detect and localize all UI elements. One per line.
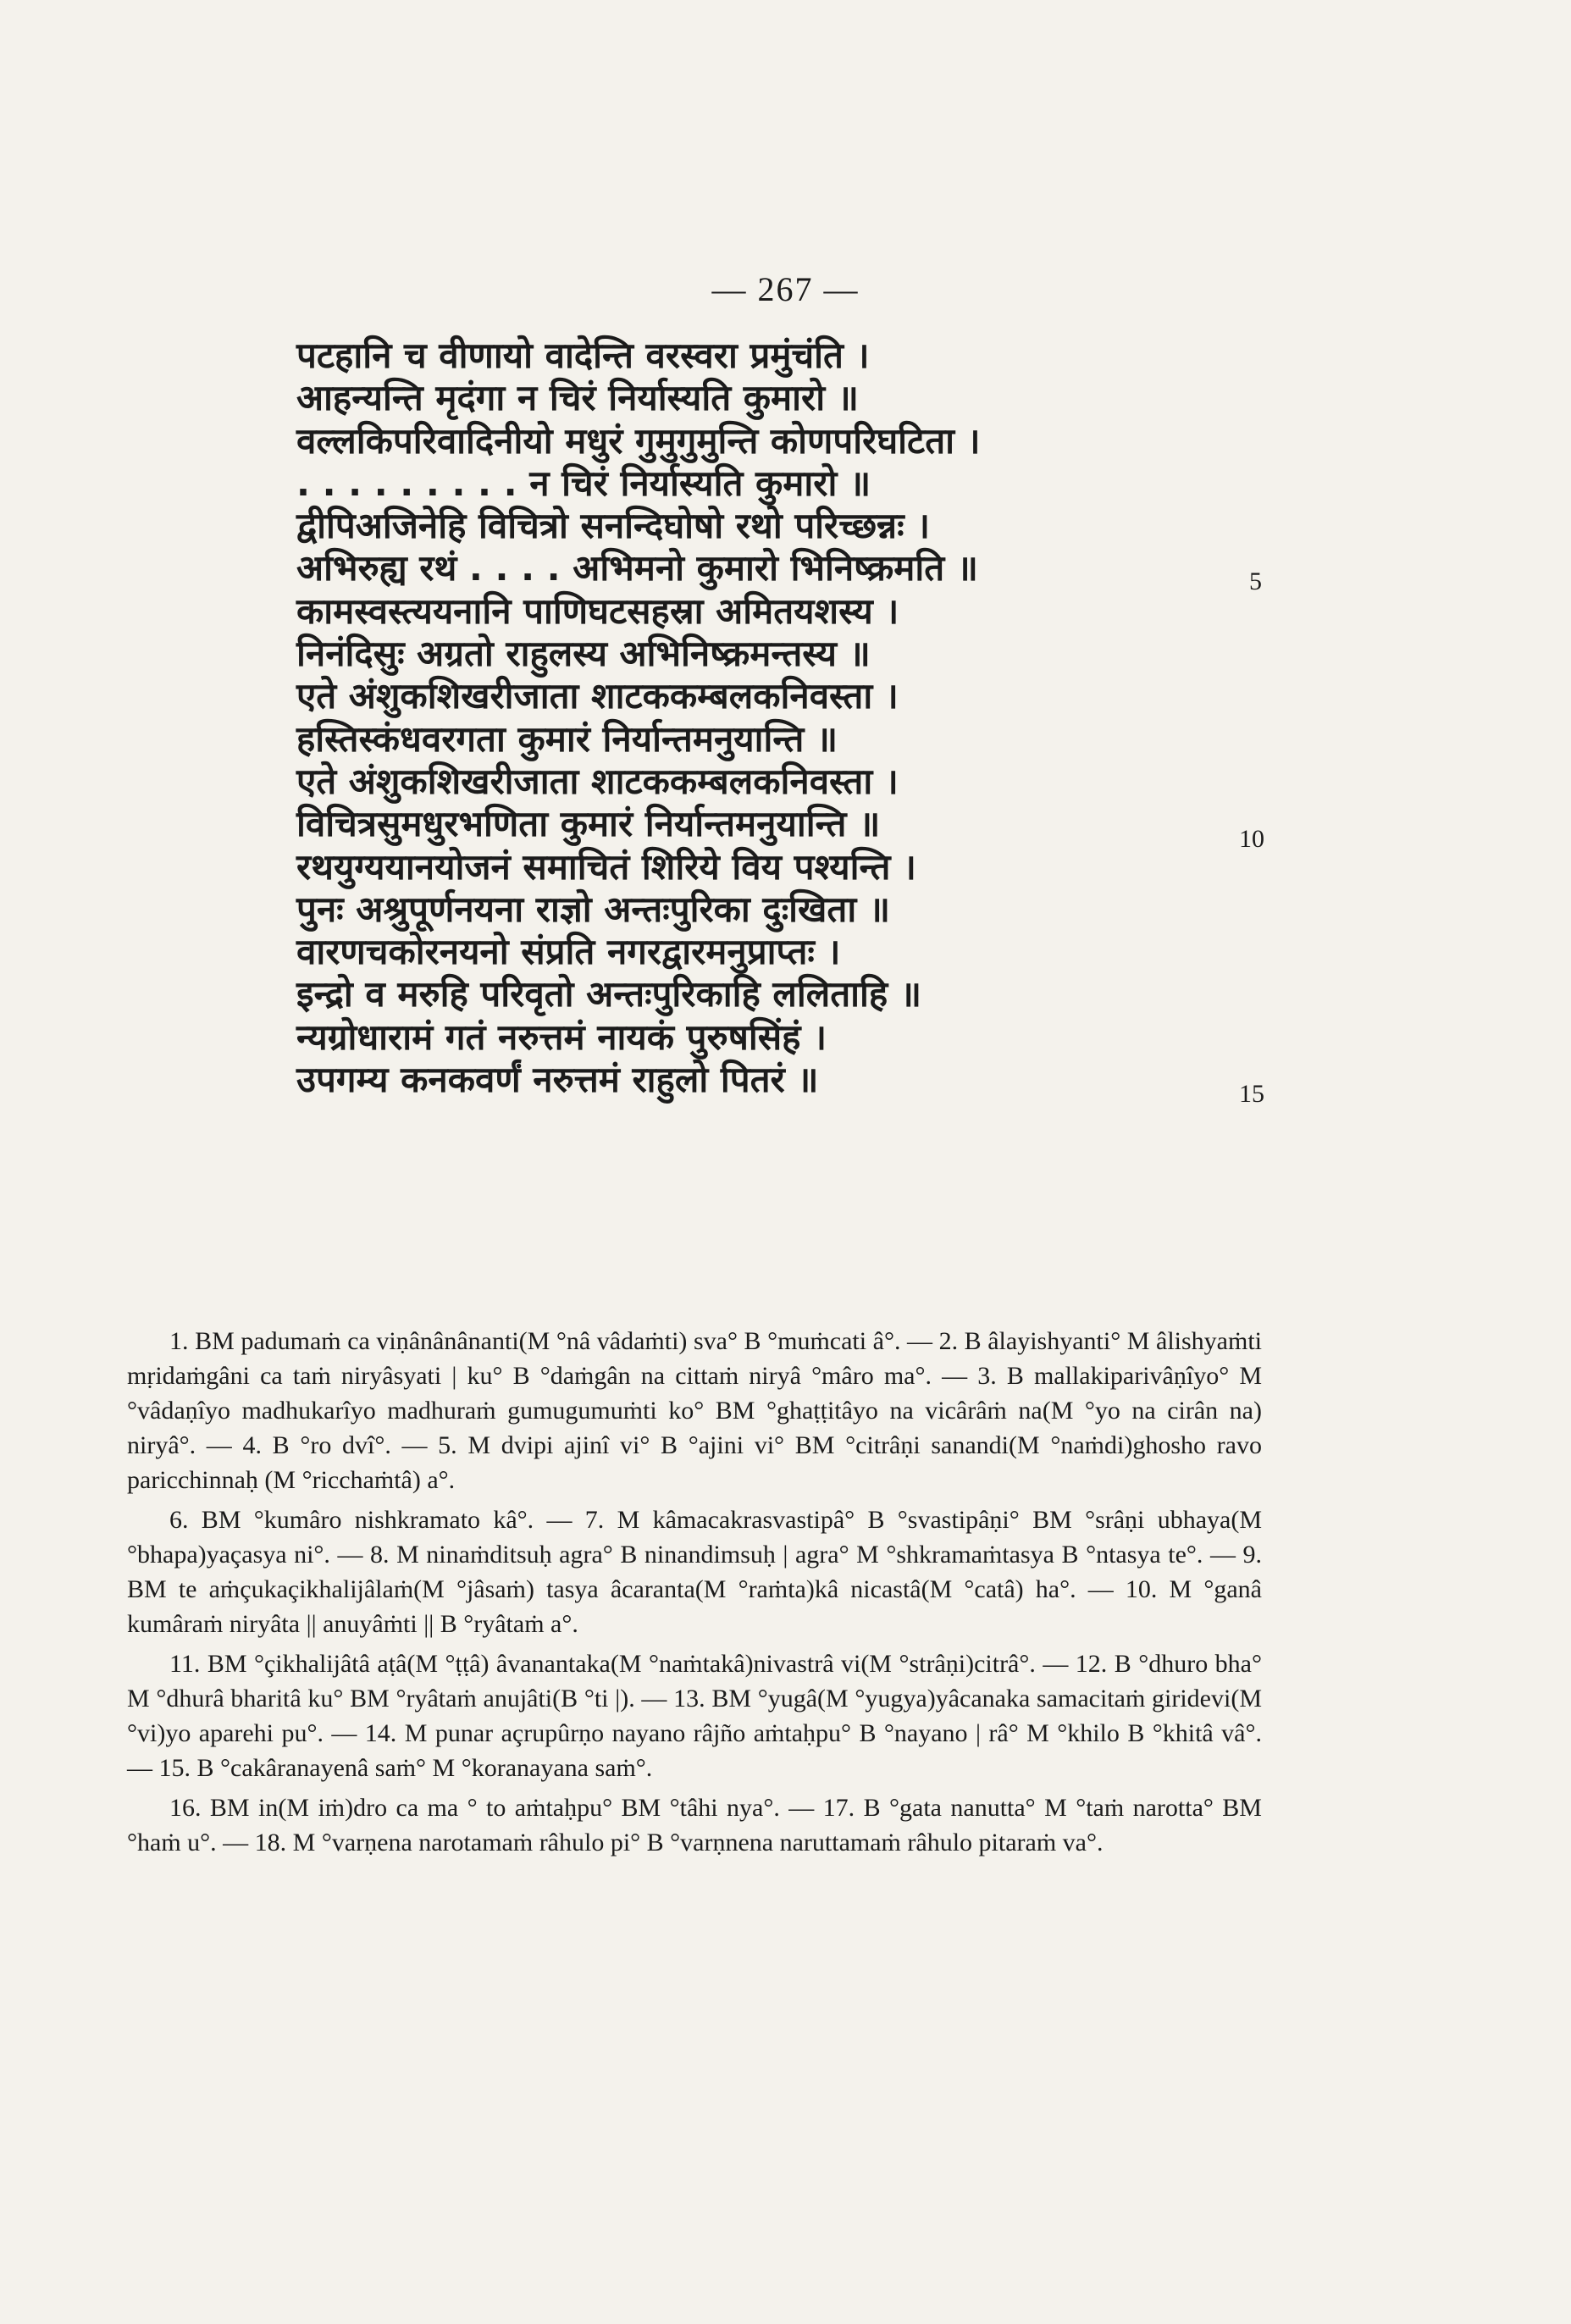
- verse-block: [296, 335, 1465, 1101]
- line-number-10: 10: [1239, 825, 1264, 853]
- verse-line: एते अंशुकशिखरीजाता शाटककम्बलकनिवस्ता ।: [296, 675, 899, 717]
- verse-line: द्वीपिअजिनेहि विचित्रो सनन्दिघोषो रथो परिच्छन्नः ।: [296, 505, 931, 547]
- page-number: — 267 —: [711, 270, 860, 308]
- footnote-paragraph: 11. BM °çikhalijâtâ aṭâ(M °ṭṭâ) âvanantaka(M °naṁtakâ)nivastrâ vi(M °strâṇi)citrâ°. — 12. B °dhuro bha° M °dhurâ bharitâ ku° BM °ryâtaṁ anujâti(B °ti |). — 13. BM °yugâ(M °yugya)yâcanaka samacitaṁ giridevi(M °vi)yo aparehi pu°. — 14. M punar açrupûrṇo nayano râjño aṁtaḥpu° B °nayano | râ° M °khilo B °khitâ vâ°. — 15. B °cakâranayenâ saṁ° M °koranayana saṁ°.: [127, 1650, 1262, 1782]
- verse-line: . . . . . . . . . न चिरं निर्यास्यति कुमारो ॥: [296, 462, 871, 504]
- verse-line: वल्लकिपरिवादिनीयो मधुरं गुमुगुमुन्ति कोणपरिघटिता ।: [296, 419, 981, 462]
- line-number-5: 5: [1249, 567, 1262, 595]
- verse-line: वारणचकोरनयनो संप्रति नगरद्वारमनुप्राप्तः ।: [296, 931, 841, 973]
- verse-line: अभिरुह्य रथं . . . . अभिमनो कुमारो भिनिष्क्रमति ॥: [296, 547, 978, 589]
- footnotes: [127, 1324, 1262, 1865]
- verse-line: आहन्यन्ति मृदंगा न चिरं निर्यास्यति कुमारो ॥: [296, 377, 859, 419]
- footnote-paragraph: 1. BM padumaṁ ca viṇânânânanti(M °nâ vâdaṁti) sva° B °muṁcati â°. — 2. B âlayishyanti° M âlishyaṁti mṛidaṁgâni ca taṁ niryâsyati | ku° B °daṁgân na cittaṁ niryâ °mâro ma°. — 3. B mallakiparivâṇîyo° M °vâdaṇîyo madhukarîyo madhuraṁ gumugumuṁti ko° BM °ghaṭṭitâyo na vicârâṁ na(M °yo na cirân na) niryâ°. — 4. B °ro dvî°. — 5. M dvipi ajinî vi° B °ajini vi° BM °citrâṇi sanandi(M °naṁdi)ghosho ravo paricchinnaḥ (M °ricchaṁtâ) a°.: [127, 1327, 1262, 1494]
- verse-line: कामस्वस्त्ययनानि पाणिघटसहस्रा अमितयशस्य ।: [296, 589, 899, 632]
- footnote-paragraph: 16. BM in(M iṁ)dro ca ma ° to aṁtaḥpu° BM °tâhi nya°. — 17. B °gata nanutta° M °taṁ narotta° BM °haṁ u°. — 18. M °varṇena narotamaṁ râhulo pi° B °varṇnena naruttamaṁ râhulo pitaraṁ va°.: [127, 1794, 1262, 1856]
- verse-line: विचित्रसुमधुरभणिता कुमारं निर्यान्तमनुयान्ति ॥: [296, 803, 881, 845]
- verse-line: न्यग्रोधारामं गतं नरुत्तमं नायकं पुरुषसिंहं ।: [296, 1015, 827, 1058]
- verse-line: इन्द्रो व मरुहि परिवृतो अन्तःपुरिकाहि ललिताहि ॥: [296, 973, 922, 1015]
- verse-line: उपगम्य कनकवर्णं नरुत्तमं राहुलो पितरं ॥: [296, 1059, 819, 1101]
- footnote-paragraph: 6. BM °kumâro nishkramato kâ°. — 7. M kâmacakrasvastipâ° B °svastipâṇi° BM °srâṇi ubhaya(M °bhapa)yaçasya ni°. — 8. M ninaṁditsuḥ agra° B ninandimsuḥ | agra° M °shkramaṁtasya B °ntasya te°. — 9. BM te aṁçukaçikhalijâlaṁ(M °jâsaṁ) tasya âcaranta(M °raṁta)kâ nicastâ(M °catâ) ha°. — 10. M °ganâ kumâraṁ niryâta || anuyâṁti || B °ryâtaṁ a°.: [127, 1506, 1262, 1638]
- verse-line: निनंदिसुः अग्रतो राहुलस्य अभिनिष्क्रमन्तस्य ॥: [296, 633, 871, 675]
- verse-line: एते अंशुकशिखरीजाता शाटककम्बलकनिवस्ता ।: [296, 760, 899, 802]
- verse-line: हस्तिस्कंधवरगता कुमारं निर्यान्तमनुयान्ति ॥: [296, 717, 838, 760]
- line-number-15: 15: [1239, 1080, 1264, 1108]
- verse-line: रथयुग्ययानयोजनं समाचितं शिरिये विय पश्यन्ति ।: [296, 845, 916, 888]
- verse-line: पुनः अश्रुपूर्णनयना राज्ञो अन्तःपुरिका दुःखिता ॥: [296, 888, 891, 930]
- verse-line: पटहानि च वीणायो वादेन्ति वरस्वरा प्रमुंचंति ।: [296, 335, 870, 376]
